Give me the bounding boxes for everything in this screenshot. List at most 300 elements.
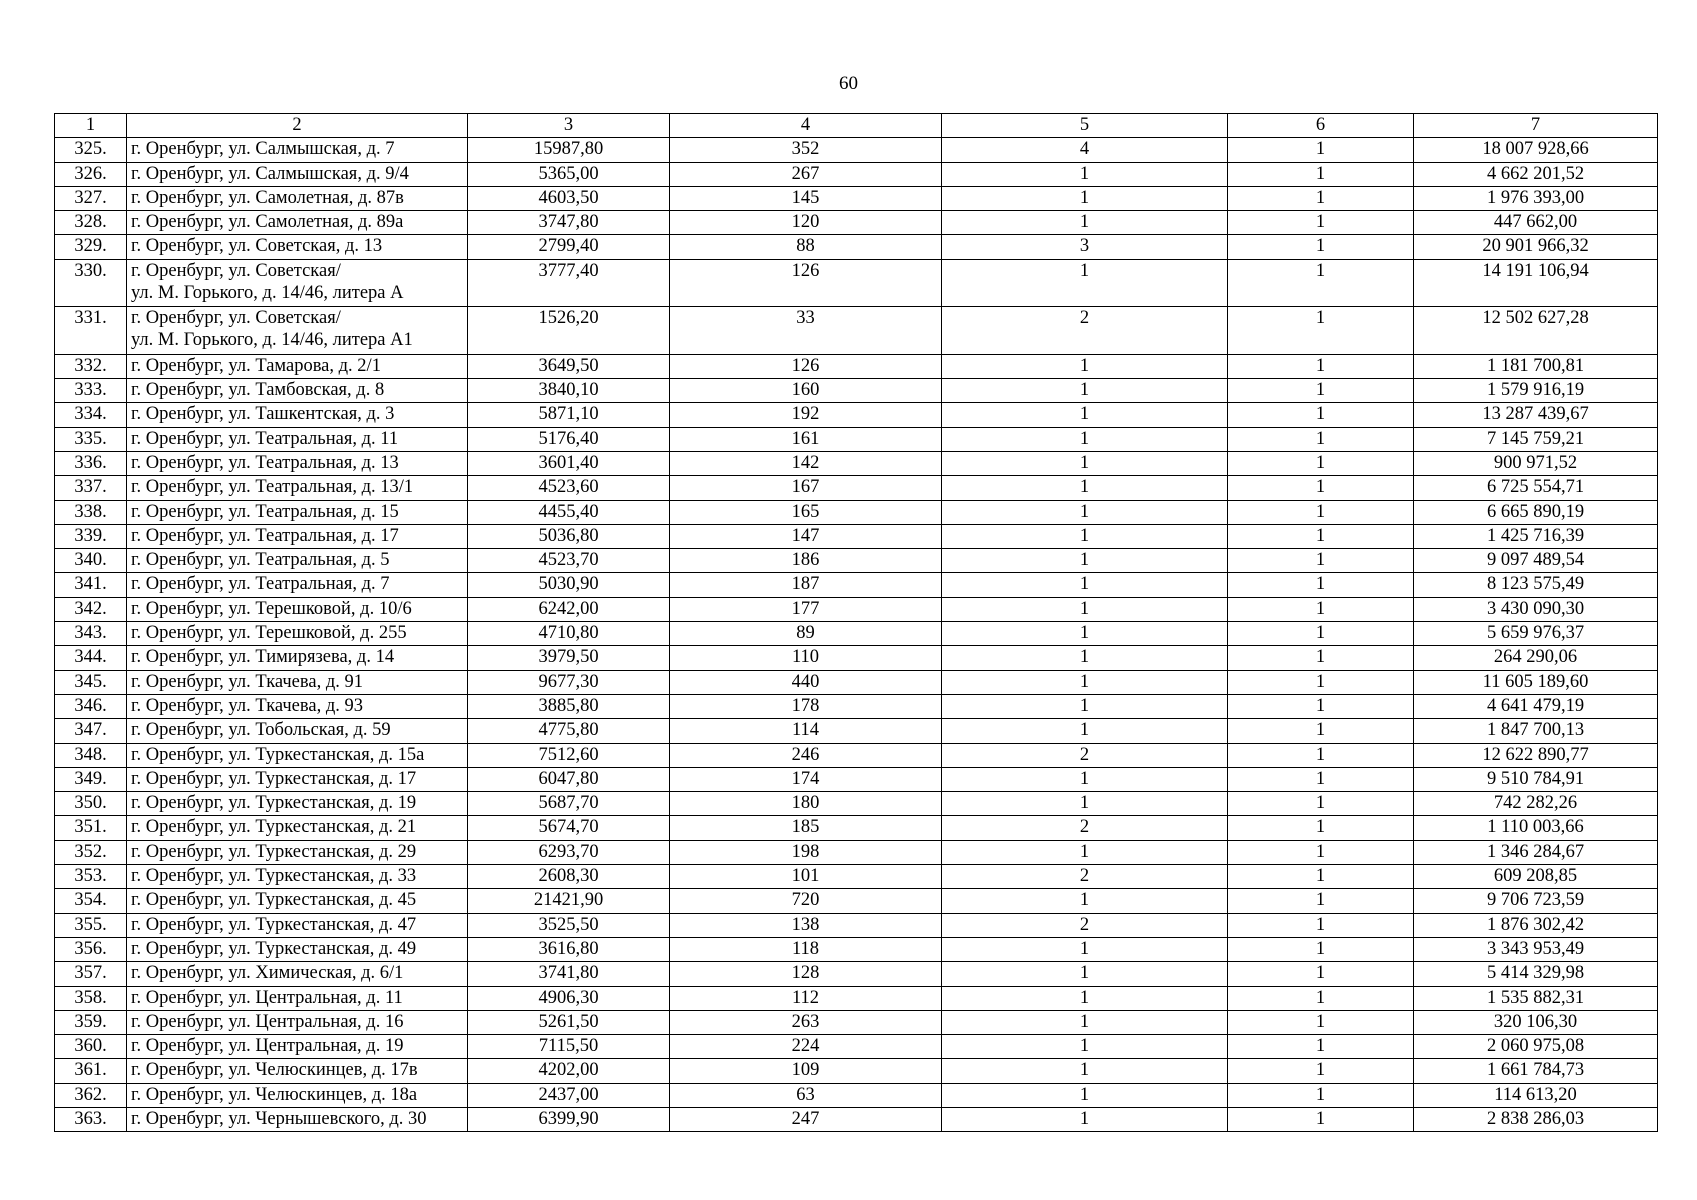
- address-line: г. Оренбург, ул. Туркестанская, д. 15а: [131, 744, 425, 765]
- amount-cell: 264 290,06: [1414, 646, 1658, 670]
- column-4-cell: 114: [670, 719, 942, 743]
- table-row: [55, 913, 1658, 937]
- amount-cell: 1 661 784,73: [1414, 1059, 1658, 1083]
- column-4-cell: 167: [670, 476, 942, 500]
- column-4-cell: 63: [670, 1083, 942, 1107]
- area-cell: 3747,80: [468, 211, 670, 235]
- column-4-cell: 142: [670, 451, 942, 475]
- area-cell: 21421,90: [468, 889, 670, 913]
- row-number-cell: 362.: [55, 1083, 127, 1107]
- address-line: г. Оренбург, ул. Терешковой, д. 10/6: [131, 598, 412, 619]
- amount-cell: 1 110 003,66: [1414, 816, 1658, 840]
- row-number-cell: 333.: [55, 379, 127, 403]
- table-row: [55, 767, 1658, 791]
- amount-cell: 114 613,20: [1414, 1083, 1658, 1107]
- amount-cell: 5 659 976,37: [1414, 622, 1658, 646]
- address-line: г. Оренбург, ул. Театральная, д. 5: [131, 550, 390, 571]
- amount-cell: 9 097 489,54: [1414, 549, 1658, 573]
- registry-table: [54, 113, 1658, 1132]
- column-4-cell: 128: [670, 962, 942, 986]
- column-5-cell: 2: [942, 865, 1228, 889]
- address-cell: [127, 646, 468, 670]
- address-cell: [127, 235, 468, 259]
- address-line: г. Оренбург, ул. Центральная, д. 16: [131, 1011, 404, 1032]
- address-cell: [127, 597, 468, 621]
- address-line: г. Оренбург, ул. Тобольская, д. 59: [131, 720, 391, 741]
- column-5-cell: 1: [942, 211, 1228, 235]
- row-number-cell: 358.: [55, 986, 127, 1010]
- column-4-cell: 720: [670, 889, 942, 913]
- amount-cell: 3 343 953,49: [1414, 937, 1658, 961]
- table-row: [55, 597, 1658, 621]
- row-number-cell: 329.: [55, 235, 127, 259]
- column-6-cell: 1: [1228, 235, 1414, 259]
- column-5-cell: 1: [942, 694, 1228, 718]
- column-5-cell: 2: [942, 307, 1228, 355]
- column-4-cell: 161: [670, 427, 942, 451]
- row-number-cell: 327.: [55, 186, 127, 210]
- column-5-cell: 1: [942, 162, 1228, 186]
- address-cell: [127, 451, 468, 475]
- amount-cell: 742 282,26: [1414, 792, 1658, 816]
- amount-cell: 18 007 928,66: [1414, 138, 1658, 162]
- column-5-cell: 1: [942, 646, 1228, 670]
- column-6-cell: 1: [1228, 865, 1414, 889]
- address-line: г. Оренбург, ул. Туркестанская, д. 49: [131, 938, 417, 959]
- address-line: г. Оренбург, ул. Самолетная, д. 89а: [131, 212, 404, 233]
- column-4-cell: 263: [670, 1010, 942, 1034]
- column-6-cell: 1: [1228, 792, 1414, 816]
- row-number-cell: 357.: [55, 962, 127, 986]
- column-6-cell: 1: [1228, 524, 1414, 548]
- address-cell: [127, 986, 468, 1010]
- table-row: [55, 1083, 1658, 1107]
- column-4-cell: 224: [670, 1035, 942, 1059]
- area-cell: 6242,00: [468, 597, 670, 621]
- area-cell: 5030,90: [468, 573, 670, 597]
- amount-cell: 12 622 890,77: [1414, 743, 1658, 767]
- amount-cell: 6 665 890,19: [1414, 500, 1658, 524]
- row-number-cell: 340.: [55, 549, 127, 573]
- amount-cell: 1 535 882,31: [1414, 986, 1658, 1010]
- address-cell: [127, 549, 468, 573]
- address-line: г. Оренбург, ул. Челюскинцев, д. 17в: [131, 1060, 418, 1081]
- address-cell: [127, 500, 468, 524]
- amount-cell: 12 502 627,28: [1414, 307, 1658, 355]
- column-5-cell: 1: [942, 986, 1228, 1010]
- table-row: [55, 186, 1658, 210]
- table-row: [55, 962, 1658, 986]
- row-number-cell: 352.: [55, 840, 127, 864]
- row-number-cell: 336.: [55, 451, 127, 475]
- area-cell: 3741,80: [468, 962, 670, 986]
- column-6-cell: 1: [1228, 597, 1414, 621]
- amount-cell: 1 976 393,00: [1414, 186, 1658, 210]
- column-5-cell: 1: [942, 889, 1228, 913]
- address-line: г. Оренбург, ул. Советская/: [131, 308, 341, 329]
- address-line: г. Оренбург, ул. Туркестанская, д. 33: [131, 866, 417, 887]
- column-6-cell: 1: [1228, 816, 1414, 840]
- table-row: [55, 500, 1658, 524]
- column-4-cell: 180: [670, 792, 942, 816]
- address-cell: [127, 889, 468, 913]
- column-5-cell: 1: [942, 622, 1228, 646]
- column-5-cell: 2: [942, 913, 1228, 937]
- address-line: ул. М. Горького, д. 14/46, литера А: [131, 282, 404, 303]
- area-cell: 6293,70: [468, 840, 670, 864]
- table-row: [55, 865, 1658, 889]
- row-number-cell: 332.: [55, 354, 127, 378]
- column-6-cell: 1: [1228, 646, 1414, 670]
- address-cell: [127, 476, 468, 500]
- column-5-cell: 1: [942, 259, 1228, 307]
- column-4-cell: 145: [670, 186, 942, 210]
- amount-cell: 5 414 329,98: [1414, 962, 1658, 986]
- amount-cell: 6 725 554,71: [1414, 476, 1658, 500]
- amount-cell: 3 430 090,30: [1414, 597, 1658, 621]
- address-line: г. Оренбург, ул. Тамбовская, д. 8: [131, 380, 385, 401]
- area-cell: 5036,80: [468, 524, 670, 548]
- area-cell: 2608,30: [468, 865, 670, 889]
- table-row: [55, 379, 1658, 403]
- column-4-cell: 174: [670, 767, 942, 791]
- amount-cell: 900 971,52: [1414, 451, 1658, 475]
- table-row: [55, 573, 1658, 597]
- row-number-cell: 359.: [55, 1010, 127, 1034]
- column-5-cell: 1: [942, 186, 1228, 210]
- area-cell: 4603,50: [468, 186, 670, 210]
- table-row: [55, 937, 1658, 961]
- address-line: г. Оренбург, ул. Туркестанская, д. 21: [131, 817, 417, 838]
- address-cell: [127, 259, 468, 307]
- column-5-cell: 1: [942, 1107, 1228, 1131]
- amount-cell: 1 579 916,19: [1414, 379, 1658, 403]
- address-cell: [127, 1107, 468, 1131]
- amount-cell: 1 847 700,13: [1414, 719, 1658, 743]
- column-6-cell: 1: [1228, 186, 1414, 210]
- address-cell: [127, 719, 468, 743]
- address-cell: [127, 1035, 468, 1059]
- column-header: 3: [468, 114, 670, 138]
- row-number-cell: 339.: [55, 524, 127, 548]
- address-line: г. Оренбург, ул. Туркестанская, д. 17: [131, 768, 417, 789]
- column-5-cell: 1: [942, 1010, 1228, 1034]
- column-4-cell: 187: [670, 573, 942, 597]
- area-cell: 3601,40: [468, 451, 670, 475]
- address-cell: [127, 379, 468, 403]
- table-row: [55, 427, 1658, 451]
- amount-cell: 609 208,85: [1414, 865, 1658, 889]
- area-cell: 3525,50: [468, 913, 670, 937]
- table-row: [55, 743, 1658, 767]
- column-6-cell: 1: [1228, 913, 1414, 937]
- amount-cell: 4 641 479,19: [1414, 694, 1658, 718]
- column-6-cell: 1: [1228, 354, 1414, 378]
- table-row: [55, 549, 1658, 573]
- amount-cell: 9 706 723,59: [1414, 889, 1658, 913]
- column-6-cell: 1: [1228, 259, 1414, 307]
- address-line: г. Оренбург, ул. Туркестанская, д. 29: [131, 841, 417, 862]
- column-6-cell: 1: [1228, 937, 1414, 961]
- column-4-cell: 267: [670, 162, 942, 186]
- row-number-cell: 354.: [55, 889, 127, 913]
- address-line: г. Оренбург, ул. Химическая, д. 6/1: [131, 963, 404, 984]
- address-line: г. Оренбург, ул. Туркестанская, д. 19: [131, 793, 417, 814]
- address-line: г. Оренбург, ул. Салмышская, д. 9/4: [131, 163, 409, 184]
- column-6-cell: 1: [1228, 1083, 1414, 1107]
- address-line: г. Оренбург, ул. Центральная, д. 19: [131, 1036, 404, 1057]
- column-6-cell: 1: [1228, 1059, 1414, 1083]
- area-cell: 1526,20: [468, 307, 670, 355]
- column-5-cell: 1: [942, 1059, 1228, 1083]
- column-4-cell: 118: [670, 937, 942, 961]
- address-cell: [127, 211, 468, 235]
- column-4-cell: 89: [670, 622, 942, 646]
- table-row: [55, 816, 1658, 840]
- address-line: г. Оренбург, ул. Салмышская, д. 7: [131, 139, 395, 160]
- address-line: г. Оренбург, ул. Театральная, д. 17: [131, 525, 399, 546]
- table-row: [55, 162, 1658, 186]
- row-number-cell: 334.: [55, 403, 127, 427]
- address-line: г. Оренбург, ул. Театральная, д. 13: [131, 452, 399, 473]
- column-6-cell: 1: [1228, 962, 1414, 986]
- row-number-cell: 335.: [55, 427, 127, 451]
- column-6-cell: 1: [1228, 451, 1414, 475]
- address-line: ул. М. Горького, д. 14/46, литера А1: [131, 330, 413, 351]
- column-4-cell: 33: [670, 307, 942, 355]
- column-4-cell: 138: [670, 913, 942, 937]
- column-6-cell: 1: [1228, 694, 1414, 718]
- address-cell: [127, 694, 468, 718]
- row-number-cell: 331.: [55, 307, 127, 355]
- column-5-cell: 1: [942, 670, 1228, 694]
- address-cell: [127, 162, 468, 186]
- address-line: г. Оренбург, ул. Театральная, д. 13/1: [131, 477, 414, 498]
- amount-cell: 1 181 700,81: [1414, 354, 1658, 378]
- address-cell: [127, 913, 468, 937]
- address-cell: [127, 865, 468, 889]
- column-4-cell: 186: [670, 549, 942, 573]
- row-number-cell: 338.: [55, 500, 127, 524]
- address-line: г. Оренбург, ул. Челюскинцев, д. 18а: [131, 1084, 418, 1105]
- column-4-cell: 246: [670, 743, 942, 767]
- table-row: [55, 889, 1658, 913]
- amount-cell: 4 662 201,52: [1414, 162, 1658, 186]
- column-6-cell: 1: [1228, 719, 1414, 743]
- address-cell: [127, 1083, 468, 1107]
- row-number-cell: 330.: [55, 259, 127, 307]
- row-number-cell: 343.: [55, 622, 127, 646]
- table-row: [55, 1107, 1658, 1131]
- area-cell: 9677,30: [468, 670, 670, 694]
- column-5-cell: 1: [942, 573, 1228, 597]
- row-number-cell: 361.: [55, 1059, 127, 1083]
- address-line: г. Оренбург, ул. Театральная, д. 7: [131, 574, 390, 595]
- address-cell: [127, 816, 468, 840]
- address-line: г. Оренбург, ул. Ткачева, д. 93: [131, 695, 363, 716]
- address-line: г. Оренбург, ул. Театральная, д. 15: [131, 501, 399, 522]
- column-5-cell: 4: [942, 138, 1228, 162]
- table-row: [55, 259, 1658, 307]
- column-header: 2: [127, 114, 468, 138]
- address-cell: [127, 186, 468, 210]
- address-cell: [127, 622, 468, 646]
- column-5-cell: 1: [942, 403, 1228, 427]
- column-5-cell: 1: [942, 500, 1228, 524]
- column-6-cell: 1: [1228, 138, 1414, 162]
- column-5-cell: 2: [942, 743, 1228, 767]
- column-4-cell: 109: [670, 1059, 942, 1083]
- row-number-cell: 344.: [55, 646, 127, 670]
- area-cell: 5365,00: [468, 162, 670, 186]
- column-6-cell: 1: [1228, 1035, 1414, 1059]
- address-line: г. Оренбург, ул. Туркестанская, д. 45: [131, 890, 417, 911]
- area-cell: 3840,10: [468, 379, 670, 403]
- area-cell: 6399,90: [468, 1107, 670, 1131]
- address-cell: [127, 138, 468, 162]
- column-header: 6: [1228, 114, 1414, 138]
- column-4-cell: 110: [670, 646, 942, 670]
- address-line: г. Оренбург, ул. Театральная, д. 11: [131, 428, 399, 449]
- address-cell: [127, 937, 468, 961]
- table-row: [55, 622, 1658, 646]
- column-6-cell: 1: [1228, 1010, 1414, 1034]
- row-number-cell: 355.: [55, 913, 127, 937]
- table-row: [55, 307, 1658, 355]
- column-6-cell: 1: [1228, 403, 1414, 427]
- column-4-cell: 147: [670, 524, 942, 548]
- table-body: [55, 138, 1658, 1132]
- table-row: [55, 1035, 1658, 1059]
- column-5-cell: 1: [942, 719, 1228, 743]
- column-5-cell: 1: [942, 1035, 1228, 1059]
- column-4-cell: 198: [670, 840, 942, 864]
- address-cell: [127, 354, 468, 378]
- column-4-cell: 352: [670, 138, 942, 162]
- column-5-cell: 1: [942, 937, 1228, 961]
- area-cell: 4202,00: [468, 1059, 670, 1083]
- column-4-cell: 160: [670, 379, 942, 403]
- row-number-cell: 347.: [55, 719, 127, 743]
- address-cell: [127, 670, 468, 694]
- column-4-cell: 112: [670, 986, 942, 1010]
- area-cell: 3885,80: [468, 694, 670, 718]
- area-cell: 4906,30: [468, 986, 670, 1010]
- address-line: г. Оренбург, ул. Самолетная, д. 87в: [131, 187, 404, 208]
- row-number-cell: 337.: [55, 476, 127, 500]
- column-header: 4: [670, 114, 942, 138]
- table-row: [55, 694, 1658, 718]
- table-row: [55, 1010, 1658, 1034]
- address-cell: [127, 962, 468, 986]
- column-5-cell: 1: [942, 476, 1228, 500]
- column-6-cell: 1: [1228, 307, 1414, 355]
- table-row: [55, 840, 1658, 864]
- column-header: 7: [1414, 114, 1658, 138]
- column-6-cell: 1: [1228, 379, 1414, 403]
- column-4-cell: 101: [670, 865, 942, 889]
- area-cell: 2437,00: [468, 1083, 670, 1107]
- address-cell: [127, 1059, 468, 1083]
- address-cell: [127, 840, 468, 864]
- row-number-cell: 353.: [55, 865, 127, 889]
- page-number: 60: [839, 73, 858, 94]
- column-4-cell: 178: [670, 694, 942, 718]
- area-cell: 3616,80: [468, 937, 670, 961]
- area-cell: 4523,70: [468, 549, 670, 573]
- column-5-cell: 1: [942, 427, 1228, 451]
- column-4-cell: 120: [670, 211, 942, 235]
- amount-cell: 11 605 189,60: [1414, 670, 1658, 694]
- row-number-cell: 350.: [55, 792, 127, 816]
- address-line: г. Оренбург, ул. Туркестанская, д. 47: [131, 914, 417, 935]
- amount-cell: 447 662,00: [1414, 211, 1658, 235]
- row-number-cell: 351.: [55, 816, 127, 840]
- address-line: г. Оренбург, ул. Терешковой, д. 255: [131, 623, 407, 644]
- address-line: г. Оренбург, ул. Тимирязева, д. 14: [131, 647, 395, 668]
- address-cell: [127, 573, 468, 597]
- column-6-cell: 1: [1228, 889, 1414, 913]
- column-6-cell: 1: [1228, 1107, 1414, 1131]
- area-cell: 5674,70: [468, 816, 670, 840]
- column-4-cell: 88: [670, 235, 942, 259]
- address-line: г. Оренбург, ул. Чернышевского, д. 30: [131, 1108, 427, 1129]
- column-5-cell: 1: [942, 451, 1228, 475]
- amount-cell: 2 060 975,08: [1414, 1035, 1658, 1059]
- column-6-cell: 1: [1228, 986, 1414, 1010]
- amount-cell: 2 838 286,03: [1414, 1107, 1658, 1131]
- column-5-cell: 3: [942, 235, 1228, 259]
- column-6-cell: 1: [1228, 840, 1414, 864]
- address-line: г. Оренбург, ул. Центральная, д. 11: [131, 987, 403, 1008]
- table-row: [55, 354, 1658, 378]
- address-cell: [127, 403, 468, 427]
- column-4-cell: 177: [670, 597, 942, 621]
- amount-cell: 13 287 439,67: [1414, 403, 1658, 427]
- column-header: 1: [55, 114, 127, 138]
- amount-cell: 1 346 284,67: [1414, 840, 1658, 864]
- address-cell: [127, 767, 468, 791]
- row-number-cell: 342.: [55, 597, 127, 621]
- column-5-cell: 1: [942, 1083, 1228, 1107]
- column-6-cell: 1: [1228, 500, 1414, 524]
- column-5-cell: 1: [942, 524, 1228, 548]
- area-cell: 5261,50: [468, 1010, 670, 1034]
- row-number-cell: 346.: [55, 694, 127, 718]
- column-5-cell: 1: [942, 962, 1228, 986]
- header-row: [55, 114, 1658, 138]
- column-6-cell: 1: [1228, 743, 1414, 767]
- column-5-cell: 1: [942, 792, 1228, 816]
- column-4-cell: 126: [670, 354, 942, 378]
- area-cell: 3979,50: [468, 646, 670, 670]
- row-number-cell: 326.: [55, 162, 127, 186]
- column-header: 5: [942, 114, 1228, 138]
- area-cell: 4523,60: [468, 476, 670, 500]
- table-row: [55, 138, 1658, 162]
- row-number-cell: 328.: [55, 211, 127, 235]
- table-header: [55, 114, 1658, 138]
- row-number-cell: 341.: [55, 573, 127, 597]
- address-line: г. Оренбург, ул. Ткачева, д. 91: [131, 671, 363, 692]
- table-row: [55, 211, 1658, 235]
- address-line: г. Оренбург, ул. Советская/: [131, 260, 341, 281]
- area-cell: 7115,50: [468, 1035, 670, 1059]
- column-5-cell: 1: [942, 549, 1228, 573]
- column-4-cell: 165: [670, 500, 942, 524]
- column-4-cell: 440: [670, 670, 942, 694]
- column-4-cell: 192: [670, 403, 942, 427]
